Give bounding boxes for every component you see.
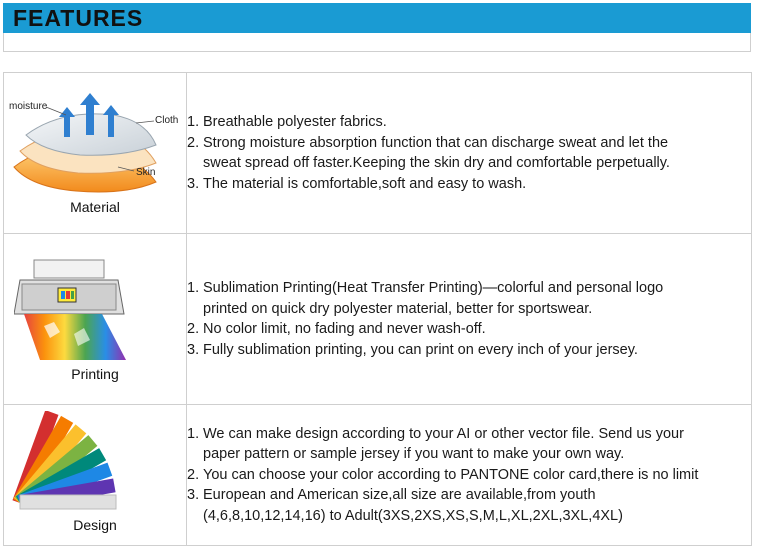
list-item: 3. Fully sublimation printing, you can print on every inch of your jersey.	[187, 341, 638, 358]
printing-caption: Printing	[71, 366, 119, 382]
feature-row-printing	[4, 234, 752, 405]
list-item: 2. No color limit, no fading and never wash-off.	[187, 321, 486, 337]
printing-image-cell	[4, 234, 187, 405]
features-header-bar	[3, 3, 751, 33]
material-image-cell	[4, 73, 187, 234]
list-item: 1. We can make design according to your AI or other vector file. Send us your paper pattern or sample jersey if you want to make your own way.	[187, 425, 684, 463]
feature-row-design	[4, 405, 752, 546]
material-text-cell	[187, 73, 752, 234]
feature-row-material	[4, 73, 752, 234]
design-text-cell	[187, 405, 752, 546]
fabric-layers-icon	[6, 87, 186, 197]
design-feature-list	[187, 424, 751, 527]
header-divider	[3, 33, 751, 52]
features-title: FEATURES	[13, 5, 144, 31]
design-image-cell	[4, 405, 187, 546]
printing-text-cell	[187, 234, 752, 405]
material-feature-list	[187, 112, 751, 194]
list-item: 3. The material is comfortable,soft and easy to wash.	[187, 175, 527, 192]
moisture-label: moisture	[9, 101, 48, 112]
list-item: 1. Sublimation Printing(Heat Transfer Printing)—colorful and personal logo printed on quick dry polyester material, better for sportswear.	[187, 280, 664, 317]
design-caption: Design	[73, 517, 117, 533]
list-item: 3. European and American size,all size are available,from youth (4,6,8,10,12,14,16) to Adult(3XS,2XS,XS,S,M,L,XL,2XL,3XL,4XL)	[187, 487, 623, 524]
skin-label: Skin	[136, 167, 156, 178]
features-table	[3, 72, 752, 546]
printer-icon	[14, 256, 134, 361]
list-item: 2. You can choose your color according to PANTONE color card,there is no limit	[187, 466, 699, 483]
list-item: 2. Strong moisture absorption function that can discharge sweat and let the sweat spread off faster.Keeping the skin dry and comfortable perpetually.	[187, 134, 670, 171]
printing-feature-list	[187, 278, 751, 360]
color-swatch-fan-icon	[6, 411, 126, 511]
material-caption: Material	[70, 199, 120, 215]
cloth-label: Cloth	[155, 115, 179, 126]
list-item: 1. Breathable polyester fabrics.	[187, 114, 387, 130]
